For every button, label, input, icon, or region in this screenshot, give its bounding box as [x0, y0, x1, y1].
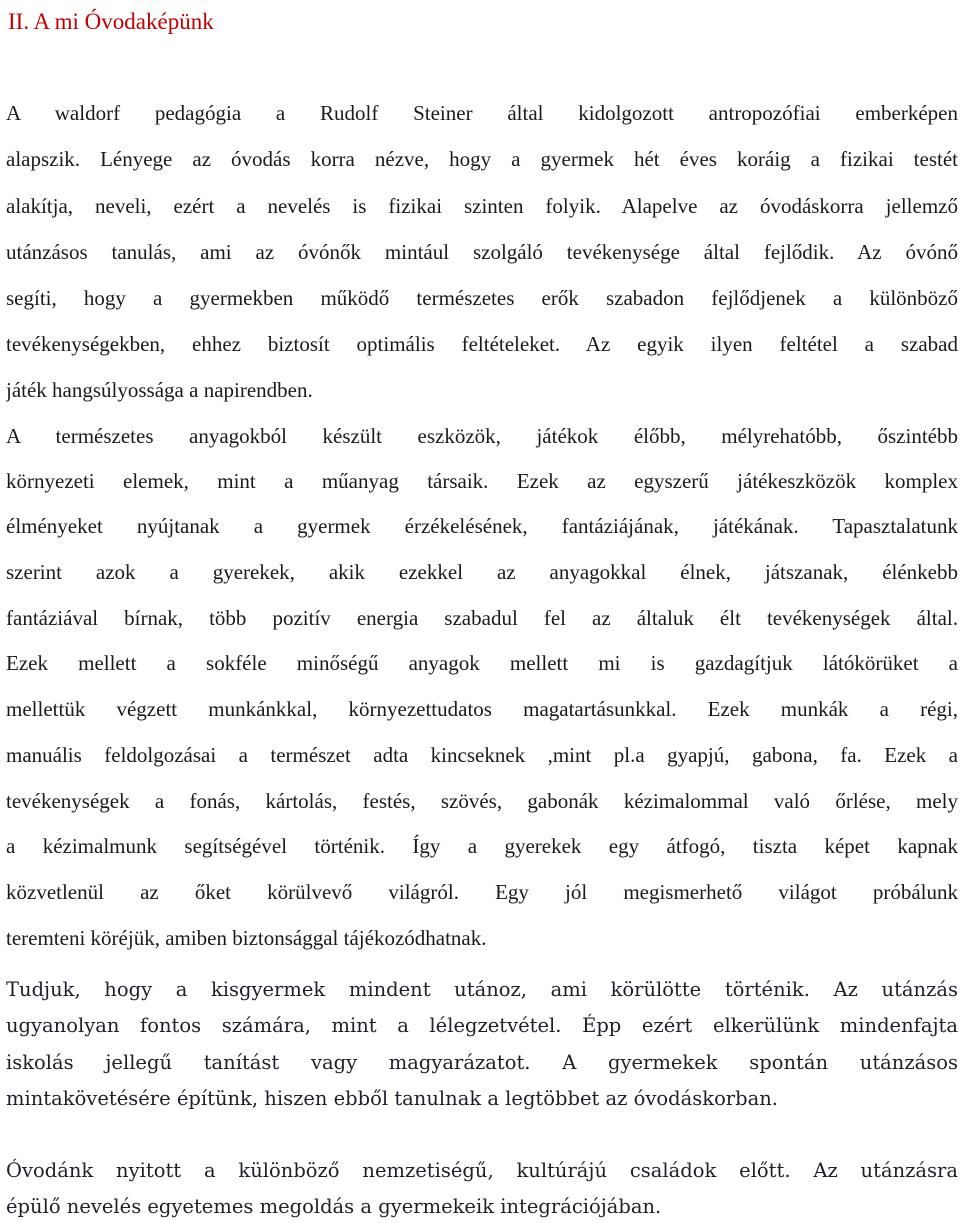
text-line: épülő nevelés egyetemes megoldás a gyermekeik integrációjában. [6, 1195, 662, 1218]
text-line: közvetlenül az őket körülvevő világról. Egy jól megismerhető világot próbálunk [6, 880, 958, 904]
section-heading: II. A mi Óvodaképünk [8, 9, 214, 34]
text-line: tevékenységekben, ehhez biztosít optimális feltételeket. Az egyik ilyen feltétel a szabad [6, 332, 958, 356]
text-line: fantáziával bírnak, több pozitív energia szabadul fel az általuk élt tevékenységek által. [6, 606, 958, 630]
text-line: játék hangsúlyossága a napirendben. [6, 378, 313, 402]
text-line: segíti, hogy a gyermekben működő természetes erők szabadon fejlődjenek a különböző [6, 286, 958, 310]
text-line: tevékenységek a fonás, kártolás, festés, szövés, gabonák kézimalommal való őrlése, mely [6, 789, 958, 813]
text-line: ugyanolyan fontos számára, mint a lélegzetvétel. Épp ezért elkerülünk mindenfajta [6, 1014, 958, 1037]
text-line: élményeket nyújtanak a gyermek érzékelésének, fantáziájának, játékának. Tapasztalatunk [6, 514, 958, 538]
text-line: környezeti elemek, mint a műanyag társaik. Ezek az egyszerű játékeszközök komplex [6, 469, 958, 493]
text-line: alapszik. Lényege az óvodás korra nézve, hogy a gyermek hét éves koráig a fizikai testét [6, 147, 958, 171]
text-line: manuális feldolgozásai a természet adta kincseknek ,mint pl.a gyapjú, gabona, fa. Ezek a [6, 743, 958, 767]
text-line: A természetes anyagokból készült eszközök, játékok élőbb, mélyrehatóbb, őszintébb [6, 424, 958, 448]
text-line: alakítja, neveli, ezért a nevelés is fizikai szinten folyik. Alapelve az óvodáskorra jellemző [6, 194, 958, 218]
text-line: Óvodánk nyitott a különböző nemzetiségű, kultúrájú családok előtt. Az utánzásra [6, 1159, 958, 1182]
text-line: a kézimalmunk segítségével történik. Így a gyerekek egy átfogó, tiszta képet kapnak [6, 834, 958, 858]
text-line: iskolás jellegű tanítást vagy magyarázatot. A gyermekek spontán utánzásos [6, 1051, 958, 1074]
text-line: mintakövetésére építünk, hiszen ebből tanulnak a legtöbbet az óvodáskorban. [6, 1087, 778, 1110]
text-line: Ezek mellett a sokféle minőségű anyagok mellett mi is gazdagítjuk látókörüket a [6, 651, 958, 675]
text-line: utánzásos tanulás, ami az óvónők mintául szolgáló tevékenysége által fejlődik. Az óvónő [6, 240, 958, 264]
text-line: mellettük végzett munkánkkal, környezettudatos magatartásunkkal. Ezek munkák a régi, [6, 697, 958, 721]
text-line: teremteni köréjük, amiben biztonsággal tájékozódhatnak. [6, 926, 487, 950]
text-line: Tudjuk, hogy a kisgyermek mindent utánoz, ami körülötte történik. Az utánzás [6, 978, 958, 1001]
text-line: A waldorf pedagógia a Rudolf Steiner által kidolgozott antropozófiai emberképen [6, 101, 958, 125]
text-line: szerint azok a gyerekek, akik ezekkel az anyagokkal élnek, játszanak, élénkebb [6, 560, 958, 584]
